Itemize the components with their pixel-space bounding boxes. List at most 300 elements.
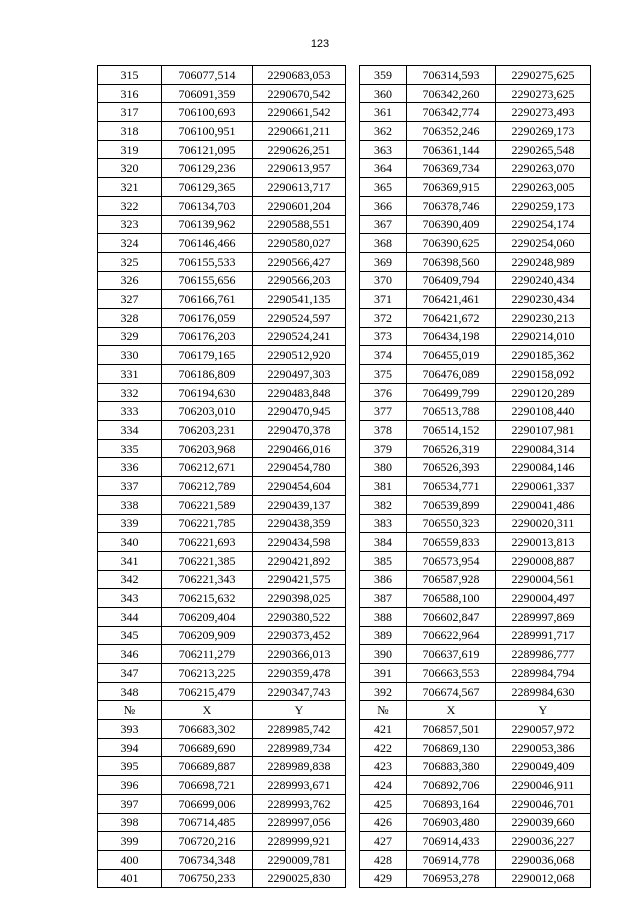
x-coordinate-cell: 706215,479 [162, 682, 253, 701]
table-row [360, 850, 591, 869]
y-coordinate-cell: 2290380,522 [253, 607, 346, 626]
table-row [98, 720, 346, 739]
x-coordinate-cell: 706342,774 [407, 103, 496, 122]
x-coordinate-cell: 706526,319 [407, 439, 496, 458]
point-number-cell: 376 [360, 383, 407, 402]
table-row [360, 159, 591, 178]
table-row [360, 533, 591, 552]
table-row [360, 570, 591, 589]
y-coordinate-cell: 2290275,625 [496, 66, 591, 85]
point-number-cell: 367 [360, 215, 407, 234]
point-number-cell: 341 [98, 551, 162, 570]
table-row [360, 458, 591, 477]
point-number-cell: 345 [98, 626, 162, 645]
table-row [98, 794, 346, 813]
table-row [360, 66, 591, 85]
point-number-cell: 323 [98, 215, 162, 234]
y-coordinate-cell: 2290061,337 [496, 477, 591, 496]
point-number-cell: 383 [360, 514, 407, 533]
point-number-cell: 398 [98, 813, 162, 832]
y-coordinate-cell: 2290566,203 [253, 271, 346, 290]
table-row [360, 346, 591, 365]
table-row [360, 290, 591, 309]
x-coordinate-cell: 706314,593 [407, 66, 496, 85]
x-coordinate-cell: 706139,962 [162, 215, 253, 234]
header-y-cell: Y [253, 701, 346, 720]
y-coordinate-cell: 2290107,981 [496, 421, 591, 440]
y-coordinate-cell: 2290434,598 [253, 533, 346, 552]
x-coordinate-cell: 706622,964 [407, 626, 496, 645]
x-coordinate-cell: 706869,130 [407, 738, 496, 757]
point-number-cell: 362 [360, 122, 407, 141]
x-coordinate-cell: 706914,778 [407, 850, 496, 869]
table-row [98, 645, 346, 664]
x-coordinate-cell: 706215,632 [162, 589, 253, 608]
table-row [360, 589, 591, 608]
table-row [360, 682, 591, 701]
point-number-cell: 421 [360, 720, 407, 739]
y-coordinate-cell: 2290470,378 [253, 421, 346, 440]
table-row [360, 402, 591, 421]
x-coordinate-cell: 706121,095 [162, 140, 253, 159]
table-row [360, 122, 591, 141]
y-coordinate-cell: 2290254,060 [496, 234, 591, 253]
x-coordinate-cell: 706434,198 [407, 327, 496, 346]
x-coordinate-cell: 706213,225 [162, 664, 253, 683]
table-row [98, 402, 346, 421]
point-number-cell: 363 [360, 140, 407, 159]
table-row [98, 346, 346, 365]
x-coordinate-cell: 706514,152 [407, 421, 496, 440]
y-coordinate-cell: 2290347,743 [253, 682, 346, 701]
y-coordinate-cell: 2290273,493 [496, 103, 591, 122]
point-number-cell: 365 [360, 178, 407, 197]
x-coordinate-cell: 706129,365 [162, 178, 253, 197]
table-row [98, 84, 346, 103]
x-coordinate-cell: 706176,059 [162, 308, 253, 327]
y-coordinate-cell: 2290046,701 [496, 794, 591, 813]
y-coordinate-cell: 2290263,070 [496, 159, 591, 178]
point-number-cell: 329 [98, 327, 162, 346]
table-row [360, 757, 591, 776]
x-coordinate-cell: 706892,706 [407, 776, 496, 795]
x-coordinate-cell: 706390,625 [407, 234, 496, 253]
table-row [360, 514, 591, 533]
coordinates-table-left [97, 65, 346, 888]
point-number-cell: 373 [360, 327, 407, 346]
table-row [98, 607, 346, 626]
table-row [360, 365, 591, 384]
x-coordinate-cell: 706689,690 [162, 738, 253, 757]
y-coordinate-cell: 2289989,734 [253, 738, 346, 757]
table-row [360, 495, 591, 514]
x-coordinate-cell: 706129,236 [162, 159, 253, 178]
point-number-cell: 328 [98, 308, 162, 327]
x-coordinate-cell: 706663,553 [407, 664, 496, 683]
point-number-cell: 378 [360, 421, 407, 440]
table-row [98, 140, 346, 159]
point-number-cell: 377 [360, 402, 407, 421]
table-row [98, 495, 346, 514]
y-coordinate-cell: 2289991,717 [496, 626, 591, 645]
y-coordinate-cell: 2289984,794 [496, 664, 591, 683]
point-number-cell: 386 [360, 570, 407, 589]
x-coordinate-cell: 706455,019 [407, 346, 496, 365]
y-coordinate-cell: 2290661,542 [253, 103, 346, 122]
x-coordinate-cell: 706953,278 [407, 869, 496, 888]
table-row [98, 196, 346, 215]
y-coordinate-cell: 2290036,227 [496, 832, 591, 851]
table-row [98, 215, 346, 234]
x-coordinate-cell: 706166,761 [162, 290, 253, 309]
y-coordinate-cell: 2290008,887 [496, 551, 591, 570]
point-number-cell: 372 [360, 308, 407, 327]
x-coordinate-cell: 706734,348 [162, 850, 253, 869]
point-number-cell: 400 [98, 850, 162, 869]
x-coordinate-cell: 706221,589 [162, 495, 253, 514]
y-coordinate-cell: 2290240,434 [496, 271, 591, 290]
y-coordinate-cell: 2290020,311 [496, 514, 591, 533]
y-coordinate-cell: 2290670,542 [253, 84, 346, 103]
point-number-cell: 371 [360, 290, 407, 309]
y-coordinate-cell: 2290120,289 [496, 383, 591, 402]
table-header-row [98, 701, 346, 720]
y-coordinate-cell: 2290265,548 [496, 140, 591, 159]
table-row [98, 832, 346, 851]
y-coordinate-cell: 2290046,911 [496, 776, 591, 795]
x-coordinate-cell: 706361,144 [407, 140, 496, 159]
point-number-cell: 395 [98, 757, 162, 776]
y-coordinate-cell: 2290366,013 [253, 645, 346, 664]
table-row [98, 365, 346, 384]
y-coordinate-cell: 2290421,892 [253, 551, 346, 570]
header-number-cell: № [98, 701, 162, 720]
y-coordinate-cell: 2289984,630 [496, 682, 591, 701]
point-number-cell: 380 [360, 458, 407, 477]
y-coordinate-cell: 2290004,561 [496, 570, 591, 589]
point-number-cell: 317 [98, 103, 162, 122]
y-coordinate-cell: 2290039,660 [496, 813, 591, 832]
x-coordinate-cell: 706203,968 [162, 439, 253, 458]
table-row [360, 178, 591, 197]
y-coordinate-cell: 2289993,762 [253, 794, 346, 813]
table-row [98, 178, 346, 197]
point-number-cell: 425 [360, 794, 407, 813]
point-number-cell: 379 [360, 439, 407, 458]
point-number-cell: 391 [360, 664, 407, 683]
table-row [98, 66, 346, 85]
point-number-cell: 381 [360, 477, 407, 496]
point-number-cell: 370 [360, 271, 407, 290]
table-row [98, 757, 346, 776]
coordinate-tables [97, 65, 591, 888]
x-coordinate-cell: 706176,203 [162, 327, 253, 346]
point-number-cell: 338 [98, 495, 162, 514]
x-coordinate-cell: 706883,380 [407, 757, 496, 776]
table-row [360, 607, 591, 626]
y-coordinate-cell: 2290398,025 [253, 589, 346, 608]
table-row [98, 813, 346, 832]
point-number-cell: 320 [98, 159, 162, 178]
x-coordinate-cell: 706221,343 [162, 570, 253, 589]
y-coordinate-cell: 2290466,016 [253, 439, 346, 458]
table-row [98, 551, 346, 570]
y-coordinate-cell: 2290049,409 [496, 757, 591, 776]
y-coordinate-cell: 2290524,241 [253, 327, 346, 346]
table-row [98, 159, 346, 178]
y-coordinate-cell: 2290013,813 [496, 533, 591, 552]
x-coordinate-cell: 706674,567 [407, 682, 496, 701]
x-coordinate-cell: 706100,951 [162, 122, 253, 141]
y-coordinate-cell: 2290084,146 [496, 458, 591, 477]
y-coordinate-cell: 2290454,780 [253, 458, 346, 477]
page-number: 123 [310, 38, 330, 50]
y-coordinate-cell: 2290580,027 [253, 234, 346, 253]
table-row [98, 738, 346, 757]
y-coordinate-cell: 2290057,972 [496, 720, 591, 739]
point-number-cell: 331 [98, 365, 162, 384]
x-coordinate-cell: 706369,734 [407, 159, 496, 178]
x-coordinate-cell: 706903,480 [407, 813, 496, 832]
point-number-cell: 388 [360, 607, 407, 626]
table-row [98, 850, 346, 869]
point-number-cell: 394 [98, 738, 162, 757]
y-coordinate-cell: 2290438,359 [253, 514, 346, 533]
y-coordinate-cell: 2290053,386 [496, 738, 591, 757]
point-number-cell: 424 [360, 776, 407, 795]
header-x-cell: X [407, 701, 496, 720]
point-number-cell: 322 [98, 196, 162, 215]
x-coordinate-cell: 706342,260 [407, 84, 496, 103]
x-coordinate-cell: 706689,887 [162, 757, 253, 776]
point-number-cell: 324 [98, 234, 162, 253]
x-coordinate-cell: 706203,231 [162, 421, 253, 440]
point-number-cell: 360 [360, 84, 407, 103]
point-number-cell: 364 [360, 159, 407, 178]
x-coordinate-cell: 706637,619 [407, 645, 496, 664]
table-row [360, 776, 591, 795]
point-number-cell: 325 [98, 252, 162, 271]
point-number-cell: 401 [98, 869, 162, 888]
point-number-cell: 315 [98, 66, 162, 85]
table-row [360, 252, 591, 271]
y-coordinate-cell: 2290041,486 [496, 495, 591, 514]
table-row [98, 439, 346, 458]
point-number-cell: 344 [98, 607, 162, 626]
x-coordinate-cell: 706513,788 [407, 402, 496, 421]
point-number-cell: 319 [98, 140, 162, 159]
x-coordinate-cell: 706398,560 [407, 252, 496, 271]
table-row [98, 103, 346, 122]
y-coordinate-cell: 2289989,838 [253, 757, 346, 776]
point-number-cell: 346 [98, 645, 162, 664]
table-row [98, 271, 346, 290]
table-row [360, 196, 591, 215]
table-row [360, 308, 591, 327]
x-coordinate-cell: 706212,671 [162, 458, 253, 477]
point-number-cell: 339 [98, 514, 162, 533]
x-coordinate-cell: 706499,799 [407, 383, 496, 402]
point-number-cell: 382 [360, 495, 407, 514]
point-number-cell: 374 [360, 346, 407, 365]
x-coordinate-cell: 706352,246 [407, 122, 496, 141]
y-coordinate-cell: 2289999,921 [253, 832, 346, 851]
y-coordinate-cell: 2290230,434 [496, 290, 591, 309]
table-row [98, 421, 346, 440]
x-coordinate-cell: 706720,216 [162, 832, 253, 851]
header-x-cell: X [162, 701, 253, 720]
x-coordinate-cell: 706893,164 [407, 794, 496, 813]
y-coordinate-cell: 2290185,362 [496, 346, 591, 365]
y-coordinate-cell: 2290588,551 [253, 215, 346, 234]
x-coordinate-cell: 706146,466 [162, 234, 253, 253]
point-number-cell: 337 [98, 477, 162, 496]
y-coordinate-cell: 2290273,625 [496, 84, 591, 103]
y-coordinate-cell: 2289997,869 [496, 607, 591, 626]
table-row [360, 327, 591, 346]
x-coordinate-cell: 706155,656 [162, 271, 253, 290]
y-coordinate-cell: 2290613,957 [253, 159, 346, 178]
y-coordinate-cell: 2290373,452 [253, 626, 346, 645]
y-coordinate-cell: 2289993,671 [253, 776, 346, 795]
x-coordinate-cell: 706378,746 [407, 196, 496, 215]
x-coordinate-cell: 706559,833 [407, 533, 496, 552]
point-number-cell: 375 [360, 365, 407, 384]
point-number-cell: 321 [98, 178, 162, 197]
point-number-cell: 427 [360, 832, 407, 851]
y-coordinate-cell: 2290084,314 [496, 439, 591, 458]
y-coordinate-cell: 2290454,604 [253, 477, 346, 496]
table-row [98, 533, 346, 552]
y-coordinate-cell: 2290524,597 [253, 308, 346, 327]
x-coordinate-cell: 706221,385 [162, 551, 253, 570]
point-number-cell: 429 [360, 869, 407, 888]
table-row [360, 439, 591, 458]
header-number-cell: № [360, 701, 407, 720]
point-number-cell: 336 [98, 458, 162, 477]
y-coordinate-cell: 2290004,497 [496, 589, 591, 608]
table-row [98, 290, 346, 309]
x-coordinate-cell: 706857,501 [407, 720, 496, 739]
point-number-cell: 368 [360, 234, 407, 253]
y-coordinate-cell: 2290470,945 [253, 402, 346, 421]
table-row [98, 308, 346, 327]
y-coordinate-cell: 2289997,056 [253, 813, 346, 832]
table-row [360, 832, 591, 851]
table-row [360, 626, 591, 645]
x-coordinate-cell: 706526,393 [407, 458, 496, 477]
table-row [360, 421, 591, 440]
table-row [360, 477, 591, 496]
x-coordinate-cell: 706550,323 [407, 514, 496, 533]
table-row [98, 664, 346, 683]
point-number-cell: 399 [98, 832, 162, 851]
x-coordinate-cell: 706588,100 [407, 589, 496, 608]
y-coordinate-cell: 2289986,777 [496, 645, 591, 664]
point-number-cell: 347 [98, 664, 162, 683]
point-number-cell: 390 [360, 645, 407, 664]
table-row [98, 626, 346, 645]
x-coordinate-cell: 706750,233 [162, 869, 253, 888]
point-number-cell: 334 [98, 421, 162, 440]
table-row [98, 122, 346, 141]
y-coordinate-cell: 2290269,173 [496, 122, 591, 141]
y-coordinate-cell: 2290541,135 [253, 290, 346, 309]
x-coordinate-cell: 706134,703 [162, 196, 253, 215]
table-row [98, 252, 346, 271]
point-number-cell: 340 [98, 533, 162, 552]
y-coordinate-cell: 2290012,068 [496, 869, 591, 888]
point-number-cell: 393 [98, 720, 162, 739]
y-coordinate-cell: 2290439,137 [253, 495, 346, 514]
x-coordinate-cell: 706212,789 [162, 477, 253, 496]
table-row [360, 84, 591, 103]
header-y-cell: Y [496, 701, 591, 720]
point-number-cell: 316 [98, 84, 162, 103]
y-coordinate-cell: 2290626,251 [253, 140, 346, 159]
table-row [360, 215, 591, 234]
table-row [98, 383, 346, 402]
y-coordinate-cell: 2290025,830 [253, 869, 346, 888]
x-coordinate-cell: 706421,672 [407, 308, 496, 327]
point-number-cell: 392 [360, 682, 407, 701]
y-coordinate-cell: 2290566,427 [253, 252, 346, 271]
x-coordinate-cell: 706100,693 [162, 103, 253, 122]
table-row [360, 271, 591, 290]
point-number-cell: 387 [360, 589, 407, 608]
y-coordinate-cell: 2290214,010 [496, 327, 591, 346]
point-number-cell: 428 [360, 850, 407, 869]
y-coordinate-cell: 2290483,848 [253, 383, 346, 402]
x-coordinate-cell: 706209,909 [162, 626, 253, 645]
x-coordinate-cell: 706534,771 [407, 477, 496, 496]
point-number-cell: 342 [98, 570, 162, 589]
table-row [98, 570, 346, 589]
point-number-cell: 343 [98, 589, 162, 608]
y-coordinate-cell: 2290421,575 [253, 570, 346, 589]
table-row [360, 383, 591, 402]
table-row [98, 682, 346, 701]
y-coordinate-cell: 2290230,213 [496, 308, 591, 327]
table-row [360, 103, 591, 122]
x-coordinate-cell: 706369,915 [407, 178, 496, 197]
x-coordinate-cell: 706077,514 [162, 66, 253, 85]
x-coordinate-cell: 706914,433 [407, 832, 496, 851]
x-coordinate-cell: 706209,404 [162, 607, 253, 626]
y-coordinate-cell: 2290036,068 [496, 850, 591, 869]
y-coordinate-cell: 2290601,204 [253, 196, 346, 215]
point-number-cell: 361 [360, 103, 407, 122]
y-coordinate-cell: 2290359,478 [253, 664, 346, 683]
y-coordinate-cell: 2290613,717 [253, 178, 346, 197]
x-coordinate-cell: 706203,010 [162, 402, 253, 421]
point-number-cell: 318 [98, 122, 162, 141]
table-row [98, 869, 346, 888]
x-coordinate-cell: 706587,928 [407, 570, 496, 589]
x-coordinate-cell: 706221,785 [162, 514, 253, 533]
table-row [360, 645, 591, 664]
x-coordinate-cell: 706211,279 [162, 645, 253, 664]
table-row [360, 813, 591, 832]
table-row [360, 140, 591, 159]
y-coordinate-cell: 2289985,742 [253, 720, 346, 739]
x-coordinate-cell: 706683,302 [162, 720, 253, 739]
y-coordinate-cell: 2290009,781 [253, 850, 346, 869]
x-coordinate-cell: 706155,533 [162, 252, 253, 271]
table-row [360, 869, 591, 888]
y-coordinate-cell: 2290512,920 [253, 346, 346, 365]
table-row [360, 738, 591, 757]
